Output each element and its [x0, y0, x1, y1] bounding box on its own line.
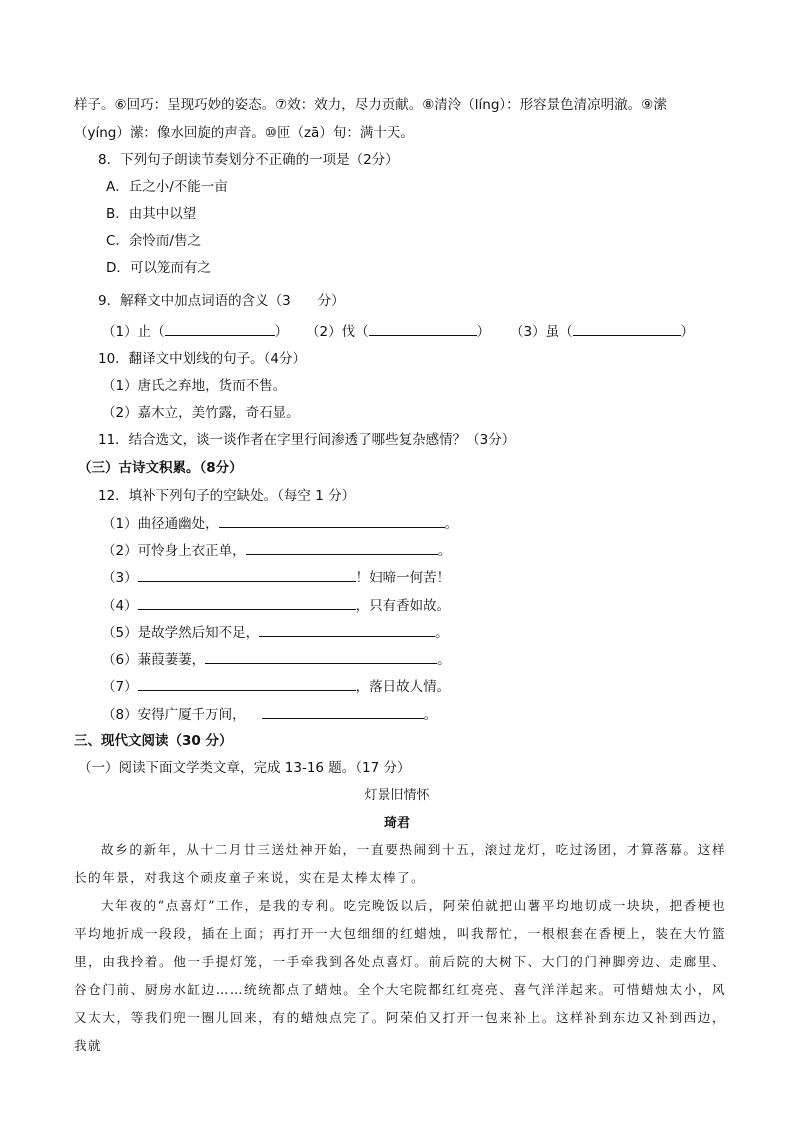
q12-item-8-blank[interactable]: [262, 705, 424, 719]
q12-item-6-prefix: （6）蒹葭萋萋，: [102, 652, 206, 668]
q12-item-1-prefix: （1）曲径通幽处，: [102, 516, 219, 532]
q12-item-4-prefix: （4）: [102, 598, 138, 614]
q9-item-3-close: ）: [680, 324, 695, 340]
q12-item-7-suffix: ，落日故人情。: [355, 679, 451, 695]
article-title: 灯景旧情怀: [364, 788, 430, 803]
q12-item-7-prefix: （7）: [102, 679, 138, 695]
q12-item-6-suffix: 。: [437, 652, 451, 668]
q12-item-8: [102, 705, 437, 724]
q8-option-d: D．可以笼而有之: [106, 260, 211, 276]
article-paragraph-1: 故乡的新年，从十二月廿三送灶神开始，一直要热闹到十五，滚过龙灯，吃过汤团，才算落幕。这样长的年景，对我这个顽皮童子来说，实在是太棒太棒了。: [74, 842, 726, 885]
q12-item-3-blank[interactable]: [138, 568, 356, 582]
q12-item-6-blank[interactable]: [205, 650, 437, 664]
q9-item-3-label: （3）虽（: [510, 324, 573, 340]
q11-stem: 11．结合选文，谈一谈作者在字里行间渗透了哪些复杂感情？（3分）: [98, 432, 516, 448]
q12-item-3: [102, 568, 450, 587]
q12-item-2-blank[interactable]: [246, 541, 438, 555]
q10-item-1: （1）唐氏之弃地，货而不售。: [102, 378, 287, 394]
q9-item-1-blank[interactable]: [165, 322, 275, 336]
q12-item-2-suffix: 。: [437, 543, 452, 559]
part-3-title: 三、现代文阅读（30 分）: [74, 733, 233, 749]
q12-item-8-prefix: （8）安得广厦千万间，: [102, 707, 246, 723]
q9-item-3: [510, 322, 694, 341]
q8-option-b: B．由其中以望: [106, 206, 197, 222]
section-3-title: （三）古诗文积累。（8分）: [78, 460, 243, 476]
q12-item-4-blank[interactable]: [138, 596, 356, 610]
q12-item-4: [102, 596, 450, 615]
q9-item-2: [306, 322, 490, 341]
q12-item-5-prefix: （5）是故学然后知不足，: [102, 625, 260, 641]
q12-item-5: [102, 623, 449, 642]
q9-item-1-close: ）: [274, 324, 289, 340]
q12-item-1-suffix: 。: [444, 516, 459, 532]
q12-item-1-blank[interactable]: [219, 514, 445, 528]
q8-option-a: A．丘之小/不能一亩: [106, 179, 228, 195]
article-paragraph-2: 大年夜的“点喜灯”工作，是我的专利。吃完晚饭以后，阿荣伯就把山薯平均地切成一块块，把香梗也平均地折成一段段，插在上面；再打开一大包细细的红蜡烛，叫我帮忙，一根根套在香梗上，装在大竹篮里，由我拎着。他一手提灯笼，一手牵我到各处点喜灯。前后院的大树下、大门的门神脚旁边、走廊里、谷仓门前、厨房水缸边……统统都点了蜡烛。全个大宅院都红红亮亮、喜气洋洋起来。可惜蜡烛太小，风又太大，等我们兜一圈儿回来，有的蜡烛点完了。阿荣伯又打开一包来补上。这样补到东边又补到西边，我就: [74, 898, 726, 1053]
q9-item-2-label: （2）伐（: [306, 324, 369, 340]
q12-item-7-blank[interactable]: [138, 677, 356, 691]
q12-item-4-suffix: ，只有香如故。: [355, 598, 451, 614]
q12-item-7: [102, 677, 450, 696]
q9-item-2-blank[interactable]: [369, 322, 477, 336]
q12-item-5-suffix: 。: [435, 625, 449, 641]
q12-item-5-blank[interactable]: [259, 623, 435, 637]
q12-item-2-prefix: （2）可怜身上衣正单，: [102, 543, 246, 559]
q12-item-2: [102, 541, 451, 560]
q8-stem: 8．下列句子朗读节奏划分不正确的一项是（2分）: [98, 152, 399, 168]
q9-item-2-close: ）: [476, 324, 491, 340]
q12-item-1: [102, 514, 458, 533]
notes-line-1: 样子。⑥回巧：呈现巧妙的姿态。⑦效：效力，尽力贡献。⑧清泠（líng）：形容景色清凉明澈。⑨潆: [74, 97, 667, 113]
article-author: 琦君: [383, 816, 410, 831]
q12-item-3-prefix: （3）: [102, 570, 138, 586]
q8-option-c: C．余怜而/售之: [106, 233, 201, 249]
reading-1-title: （一）阅读下面文学类文章，完成 13-16 题。（17 分）: [78, 760, 411, 776]
q10-stem: 10．翻译文中划线的句子。（4分）: [98, 351, 307, 367]
q9-stem: 9．解释文中加点词语的含义（3 分）: [98, 293, 345, 309]
q9-item-1-label: （1）止（: [102, 324, 165, 340]
q12-stem: 12．填补下列句子的空缺处。（每空 1 分）: [98, 488, 356, 504]
q12-item-3-suffix: ！妇啼一何苦！: [355, 570, 451, 586]
q12-item-6: [102, 650, 451, 669]
q10-item-2: （2）嘉木立，美竹露，奇石显。: [102, 405, 300, 421]
q9-item-1: [102, 322, 288, 341]
notes-line-2: （yíng）潆：像水回旋的声音。⑩匝（zā）旬：满十天。: [74, 125, 414, 141]
q9-item-3-blank[interactable]: [573, 322, 681, 336]
q12-item-8-suffix: 。: [423, 707, 438, 723]
